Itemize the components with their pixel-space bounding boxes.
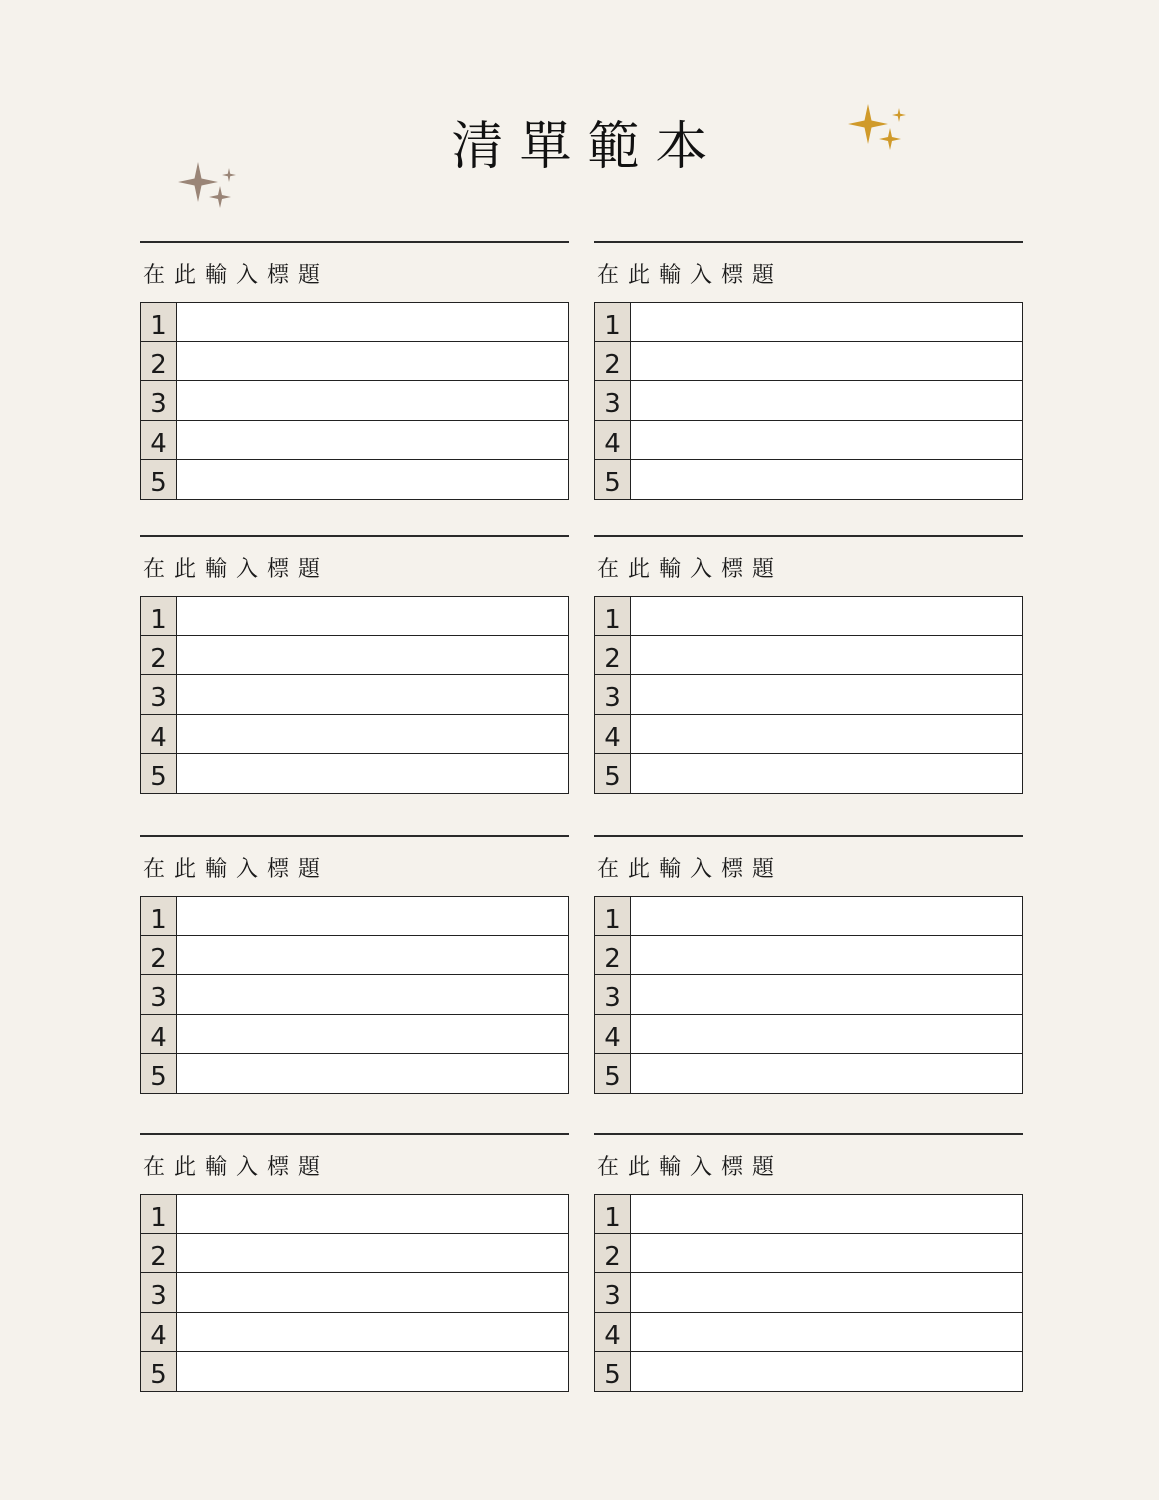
- row-number: 4: [595, 421, 631, 459]
- row-entry-field[interactable]: [177, 303, 568, 341]
- list-row: [595, 1234, 1022, 1273]
- row-number: 2: [141, 342, 177, 380]
- row-entry-field[interactable]: [177, 381, 568, 419]
- row-number: 3: [595, 975, 631, 1013]
- list-row: [141, 1313, 568, 1352]
- row-entry-field[interactable]: [177, 421, 568, 459]
- list-row: [595, 421, 1022, 460]
- section-title[interactable]: 在此輸入標題: [597, 1155, 784, 1180]
- list-row: [141, 754, 568, 793]
- list-row: [141, 1234, 568, 1273]
- row-number: 2: [141, 1234, 177, 1272]
- row-number: 3: [141, 675, 177, 713]
- row-entry-field[interactable]: [631, 597, 1022, 635]
- list-table: [594, 1194, 1023, 1392]
- list-row: [595, 342, 1022, 381]
- row-number: 4: [141, 1015, 177, 1053]
- row-number: 5: [141, 1054, 177, 1093]
- list-row: [595, 1273, 1022, 1312]
- row-number: 4: [141, 421, 177, 459]
- list-row: [141, 303, 568, 342]
- list-row: [595, 1195, 1022, 1234]
- row-number: 4: [595, 1015, 631, 1053]
- row-number: 5: [595, 754, 631, 793]
- section-title[interactable]: 在此輸入標題: [597, 857, 784, 882]
- row-number: 1: [595, 303, 631, 341]
- row-entry-field[interactable]: [631, 936, 1022, 974]
- list-row: [595, 1352, 1022, 1391]
- row-number: 2: [595, 636, 631, 674]
- section-title[interactable]: 在此輸入標題: [597, 557, 784, 582]
- list-row: [595, 597, 1022, 636]
- list-row: [595, 754, 1022, 793]
- row-number: 3: [595, 675, 631, 713]
- row-number: 4: [595, 715, 631, 753]
- row-entry-field[interactable]: [631, 675, 1022, 713]
- row-entry-field[interactable]: [177, 1352, 568, 1391]
- section-title[interactable]: 在此輸入標題: [143, 1155, 330, 1180]
- row-number: 3: [141, 1273, 177, 1311]
- row-entry-field[interactable]: [177, 1234, 568, 1272]
- row-entry-field[interactable]: [177, 936, 568, 974]
- section-divider: [594, 535, 1023, 537]
- list-row: [141, 936, 568, 975]
- list-table: [594, 596, 1023, 794]
- row-number: 1: [141, 597, 177, 635]
- list-row: [141, 342, 568, 381]
- row-entry-field[interactable]: [631, 303, 1022, 341]
- section-title[interactable]: 在此輸入標題: [143, 263, 330, 288]
- section-divider: [140, 835, 569, 837]
- section-title[interactable]: 在此輸入標題: [597, 263, 784, 288]
- row-entry-field[interactable]: [177, 897, 568, 935]
- row-number: 1: [595, 1195, 631, 1233]
- list-row: [595, 636, 1022, 675]
- page-title: 清單範本: [451, 117, 724, 177]
- row-number: 2: [595, 1234, 631, 1272]
- row-number: 3: [595, 1273, 631, 1311]
- list-row: [141, 1352, 568, 1391]
- list-row: [141, 636, 568, 675]
- list-row: [141, 897, 568, 936]
- row-entry-field[interactable]: [631, 342, 1022, 380]
- section-divider: [594, 241, 1023, 243]
- list-row: [141, 597, 568, 636]
- row-entry-field[interactable]: [177, 675, 568, 713]
- row-number: 2: [141, 636, 177, 674]
- section-divider: [594, 1133, 1023, 1135]
- row-entry-field[interactable]: [177, 1313, 568, 1351]
- row-number: 4: [595, 1313, 631, 1351]
- section-divider: [140, 241, 569, 243]
- sparkle-icon: [176, 158, 238, 214]
- section-divider: [594, 835, 1023, 837]
- row-entry-field[interactable]: [631, 1273, 1022, 1311]
- list-row: [141, 1273, 568, 1312]
- row-entry-field[interactable]: [631, 1352, 1022, 1391]
- row-entry-field[interactable]: [177, 754, 568, 793]
- row-entry-field[interactable]: [631, 636, 1022, 674]
- list-row: [595, 675, 1022, 714]
- list-row: [595, 303, 1022, 342]
- list-row: [595, 1313, 1022, 1352]
- list-row: [141, 975, 568, 1014]
- row-entry-field[interactable]: [177, 1195, 568, 1233]
- row-number: 1: [595, 897, 631, 935]
- list-row: [595, 897, 1022, 936]
- row-entry-field[interactable]: [631, 421, 1022, 459]
- row-number: 1: [141, 303, 177, 341]
- row-number: 2: [595, 342, 631, 380]
- section-title[interactable]: 在此輸入標題: [143, 857, 330, 882]
- row-number: 5: [141, 1352, 177, 1391]
- list-row: [141, 460, 568, 499]
- list-table: [140, 302, 569, 500]
- row-number: 5: [595, 1054, 631, 1093]
- list-table: [140, 596, 569, 794]
- list-row: [141, 1054, 568, 1093]
- row-entry-field[interactable]: [177, 715, 568, 753]
- list-row: [141, 715, 568, 754]
- row-number: 1: [141, 897, 177, 935]
- row-number: 3: [141, 975, 177, 1013]
- row-entry-field[interactable]: [631, 1313, 1022, 1351]
- row-number: 4: [141, 715, 177, 753]
- row-entry-field[interactable]: [177, 1054, 568, 1093]
- row-entry-field[interactable]: [177, 975, 568, 1013]
- sparkle-icon: [846, 100, 908, 156]
- list-row: [595, 715, 1022, 754]
- section-title[interactable]: 在此輸入標題: [143, 557, 330, 582]
- list-row: [141, 421, 568, 460]
- row-entry-field[interactable]: [177, 1015, 568, 1053]
- list-row: [595, 460, 1022, 499]
- row-number: 1: [595, 597, 631, 635]
- row-number: 1: [141, 1195, 177, 1233]
- list-table: [140, 896, 569, 1094]
- list-row: [141, 1195, 568, 1234]
- row-entry-field[interactable]: [631, 1234, 1022, 1272]
- section-divider: [140, 1133, 569, 1135]
- row-number: 4: [141, 1313, 177, 1351]
- row-entry-field[interactable]: [631, 897, 1022, 935]
- row-number: 5: [141, 754, 177, 793]
- list-table: [594, 302, 1023, 500]
- row-entry-field[interactable]: [631, 1015, 1022, 1053]
- row-number: 3: [595, 381, 631, 419]
- row-entry-field[interactable]: [631, 754, 1022, 793]
- row-number: 5: [595, 1352, 631, 1391]
- list-table: [594, 896, 1023, 1094]
- list-row: [595, 1054, 1022, 1093]
- list-row: [141, 381, 568, 420]
- list-row: [595, 936, 1022, 975]
- row-number: 5: [595, 460, 631, 499]
- list-row: [141, 675, 568, 714]
- row-entry-field[interactable]: [177, 1273, 568, 1311]
- row-entry-field[interactable]: [177, 342, 568, 380]
- row-number: 3: [141, 381, 177, 419]
- list-row: [141, 1015, 568, 1054]
- row-entry-field[interactable]: [177, 636, 568, 674]
- row-entry-field[interactable]: [631, 975, 1022, 1013]
- list-table: [140, 1194, 569, 1392]
- list-row: [595, 381, 1022, 420]
- row-entry-field[interactable]: [631, 1195, 1022, 1233]
- row-entry-field[interactable]: [631, 1054, 1022, 1093]
- row-entry-field[interactable]: [631, 715, 1022, 753]
- list-row: [595, 1015, 1022, 1054]
- row-number: 2: [595, 936, 631, 974]
- row-entry-field[interactable]: [177, 460, 568, 499]
- row-number: 5: [141, 460, 177, 499]
- row-entry-field[interactable]: [631, 460, 1022, 499]
- row-entry-field[interactable]: [177, 597, 568, 635]
- row-entry-field[interactable]: [631, 381, 1022, 419]
- section-divider: [140, 535, 569, 537]
- list-row: [595, 975, 1022, 1014]
- row-number: 2: [141, 936, 177, 974]
